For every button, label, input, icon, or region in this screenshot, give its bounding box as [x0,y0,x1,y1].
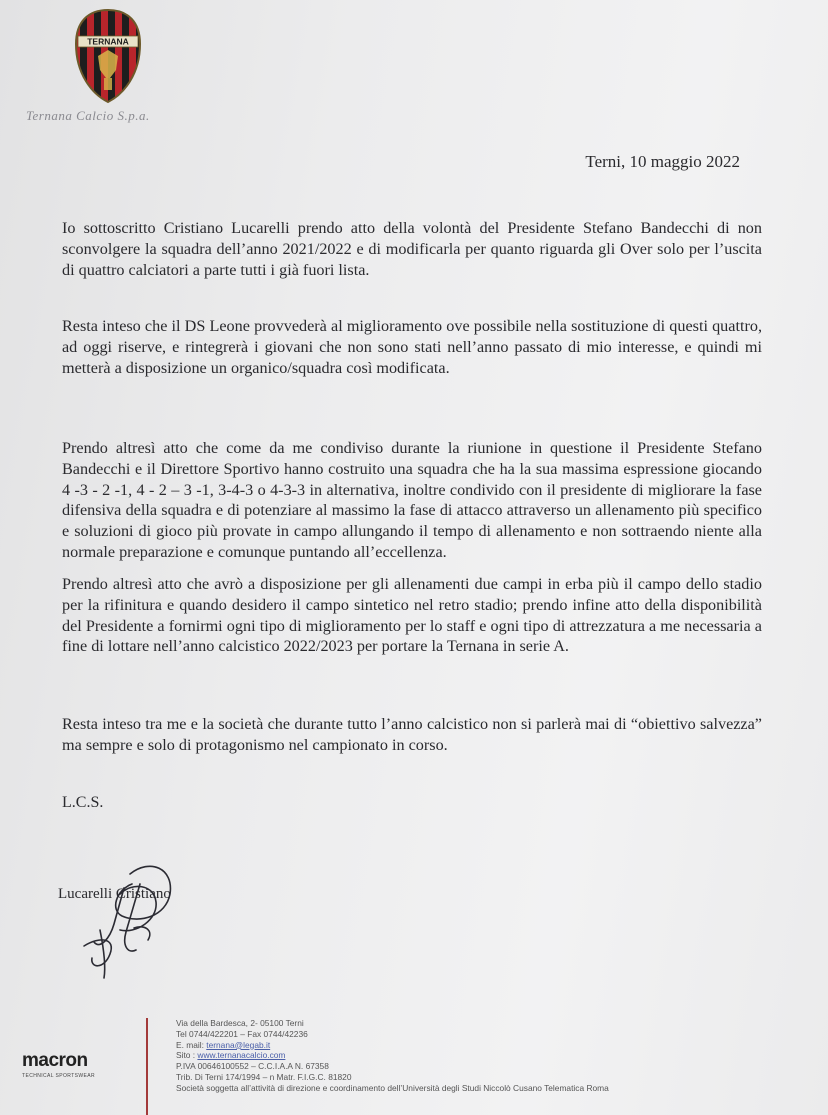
footer-site-label: Sito : [176,1050,198,1061]
footer-info [176,1018,816,1094]
footer-phone: Tel 0744/422201 – Fax 0744/42236 [176,1028,308,1039]
footer-vat: P.IVA 00646100552 – C.C.I.A.A N. 67358 [176,1061,329,1072]
company-name: Ternana Calcio S.p.a. [26,108,150,123]
crest-text: TERNANA [87,36,129,47]
closing-lcs: L.C.S. [62,794,104,811]
macron-logo [22,1050,122,1079]
ternana-crest-logo [74,8,142,104]
footer-court: Trib. Di Terni 174/1994 – n Matr. F.I.G.C. 81820 [176,1071,352,1082]
footer-site-line [176,1050,816,1061]
footer-address: Via della Bardesca, 2- 05100 Terni [176,1018,304,1028]
handwritten-signature [70,854,200,984]
letter-date: Terni, 10 maggio 2022 [585,152,740,171]
macron-tagline: TECHNICAL SPORTSWEAR [22,1073,96,1079]
footer-email-label: E. mail: [176,1039,207,1050]
footer-email-line [176,1040,816,1051]
paragraph-2: Resta inteso che il DS Leone provvederà al miglioramento ove possibile nella sostituzione di questi quattro, ad oggi riserve, e rintegrerà i giovani che non sono stati nell’anno passato di mio interesse, e quindi mi metterà a disposizione un organico/squadra così modificata. [62,317,762,377]
signatory-name: Lucarelli Cristiano [58,886,171,902]
footer-site-link[interactable]: www.ternanacalcio.com [197,1050,286,1061]
footer-email-link[interactable]: ternana@legab.it [206,1039,271,1050]
footer-divider [146,1018,148,1115]
paragraph-5: Resta inteso tra me e la società che durante tutto l’anno calcistico non si parlerà mai di “obiettivo salvezza” ma sempre e solo di protagonismo nel campionato in corso. [62,715,762,754]
footer-company-note: Società soggetta all’attività di direzione e coordinamento dell’Università degli Studi Niccolò Cusano Telematica Roma [176,1082,609,1093]
paragraph-1: Io sottoscritto Cristiano Lucarelli prendo atto della volontà del Presidente Stefano Bandecchi di non sconvolgere la squadra dell’anno 2021/2022 e di modificarla per quanto riguarda gli Over solo per l’uscita di quattro calciatori a parte tutti i già fuori lista. [62,219,762,279]
paragraph-3: Prendo altresì atto che come da me condiviso durante la riunione in questione il Presidente Stefano Bandecchi e il Direttore Sportivo hanno costruito una squadra che ha la sua massima espressione giocando 4 -3 - 2 -1, 4 - 2 – 3 -1, 3-4-3 o 4-3-3 in alternativa, inoltre condivido con il presidente di migliorare la fase difensiva della squadra e di potenziare al massimo la fase di attacco attraverso un allenamento più specifico e soluzioni di gioco più provate in campo allungando il tempo di allenamento e non sottraendo niente alla normale preparazione e comunque puntando all’eccellenza. [62,439,762,561]
macron-wordmark: macron [22,1050,88,1071]
paragraph-4: Prendo altresì atto che avrò a disposizione per gli allenamenti due campi in erba più il campo dello stadio per la rifinitura e quando desidero il campo sintetico nel retro stadio; prendo infine atto della disponibilità del Presidente a fornirmi ogni tipo di miglioramento per lo staff e ogni tipo di attrezzatura a me necessaria a fine di lottare nell’anno calcistico 2022/2023 per portare la Ternana in serie A. [62,575,762,656]
